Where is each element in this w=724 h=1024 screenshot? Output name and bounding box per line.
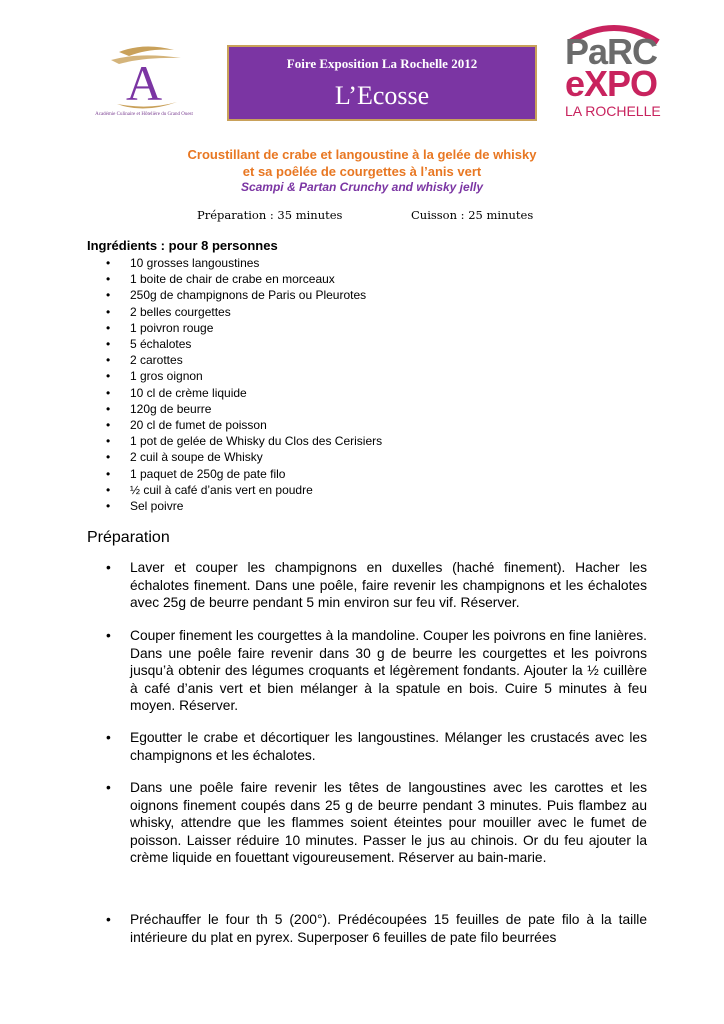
ingredient-item: • 2 belles courgettes [106,304,382,320]
bullet-icon: • [106,628,111,643]
step-text: Laver et couper les champignons en duxelles (haché finement). Hacher les échalotes finement. Dans une poêle, faire revenir les champignons et les échalotes avec 25g de beurre pendant 5 min environ sur feu vif. Réserver. [130,560,647,611]
academy-letter: A [125,55,163,111]
step-text: Préchauffer le four th 5 (200°). Prédécoupées 15 feuilles de pate filo à la taille intérieure du plat en pyrex. Superposer 6 feuilles de pate filo beurrées [130,912,647,945]
academy-emblem-icon [89,42,199,114]
ingredient-item: • 20 cl de fumet de poisson [106,417,382,433]
parc-expo-word-expo: eXPO [565,63,658,104]
cook-time: Cuisson : 25 minutes [411,208,534,222]
bullet-icon: • [106,730,111,745]
preparation-step [106,627,647,715]
recipe-subtitle: Scampi & Partan Crunchy and whisky jelly [240,180,484,194]
preparation-step [106,779,647,867]
ingredient-item: • 1 paquet de 250g de pate filo [106,466,382,482]
ingredient-item: • 1 boite de chair de crabe en morceaux [106,271,382,287]
event-banner [227,45,537,121]
preparation-step [106,911,647,946]
ingredient-item: • 10 grosses langoustines [106,255,382,271]
recipe-title-line1: Croustillant de crabe et langoustine à la gelée de whisky [187,147,537,162]
ingredient-item: • 2 carottes [106,352,382,368]
parc-expo-word-parc: PaRC [565,31,658,72]
bullet-icon: • [106,912,111,927]
parc-expo-city: LA ROCHELLE [565,103,661,119]
bullet-icon: • [106,780,111,795]
ingredient-item: • 1 gros oignon [106,368,382,384]
ingredients-list [106,255,382,514]
bullet-icon: • [106,560,111,575]
ingredient-item: • 2 cuil à soupe de Whisky [106,449,382,465]
ingredient-item: • 120g de beurre [106,401,382,417]
academy-logo [84,42,204,132]
ingredient-item: • 1 pot de gelée de Whisky du Clos des Cerisiers [106,433,382,449]
ingredients-title: Ingrédients : pour 8 personnes [87,238,278,253]
ingredient-item: • 1 poivron rouge [106,320,382,336]
recipe-title-line2: et sa poêlée de courgettes à l’anis vert [242,164,482,179]
step-text: Egoutter le crabe et décortiquer les langoustines. Mélanger les crustacés avec les champignons et les échalotes. [130,730,647,763]
ingredient-item: • 10 cl de crème liquide [106,385,382,401]
ingredient-item: • 5 échalotes [106,336,382,352]
ingredient-item: • 250g de champignons de Paris ou Pleurotes [106,287,382,303]
step-text: Couper finement les courgettes à la mandoline. Couper les poivrons en fine lanières. Dans une poêle faire revenir dans 30 g de beurre les courgettes et les poivrons jusqu’à obtenir des légumes croquants et légèrement fondants. Ajouter la ½ cuillère à café d’anis vert et bien mélanger à la spatule en bois. Cuire 5 minutes à feu moyen. Réserver. [130,628,647,714]
preparation-step [106,729,647,764]
event-theme: L’Ecosse [334,81,430,110]
parc-expo-logo [562,20,666,124]
academy-caption: Académie Culinaire et Hôtelière du Grand Ouest [95,112,193,117]
ingredient-item: • Sel poivre [106,498,382,514]
preparation-step [106,559,647,612]
step-text: Dans une poêle faire revenir les têtes de langoustines avec les carottes et les oignons finement coupés dans 25 g de beurre pendant 3 minutes. Puis flambez au whisky, attendre que les flammes soient éteintes pour mouiller avec le fumet de poisson. Laisser réduire 10 minutes. Passer le jus au chinois. Or du feu ajouter la crème liquide en fouettant vigoureusement. Réserver au bain-marie. [130,780,647,866]
event-name: Foire Exposition La Rochelle 2012 [286,56,478,71]
preparation-title: Préparation [87,529,170,546]
ingredient-item: • ½ cuil à café d’anis vert en poudre [106,482,382,498]
prep-time: Préparation : 35 minutes [197,208,343,222]
